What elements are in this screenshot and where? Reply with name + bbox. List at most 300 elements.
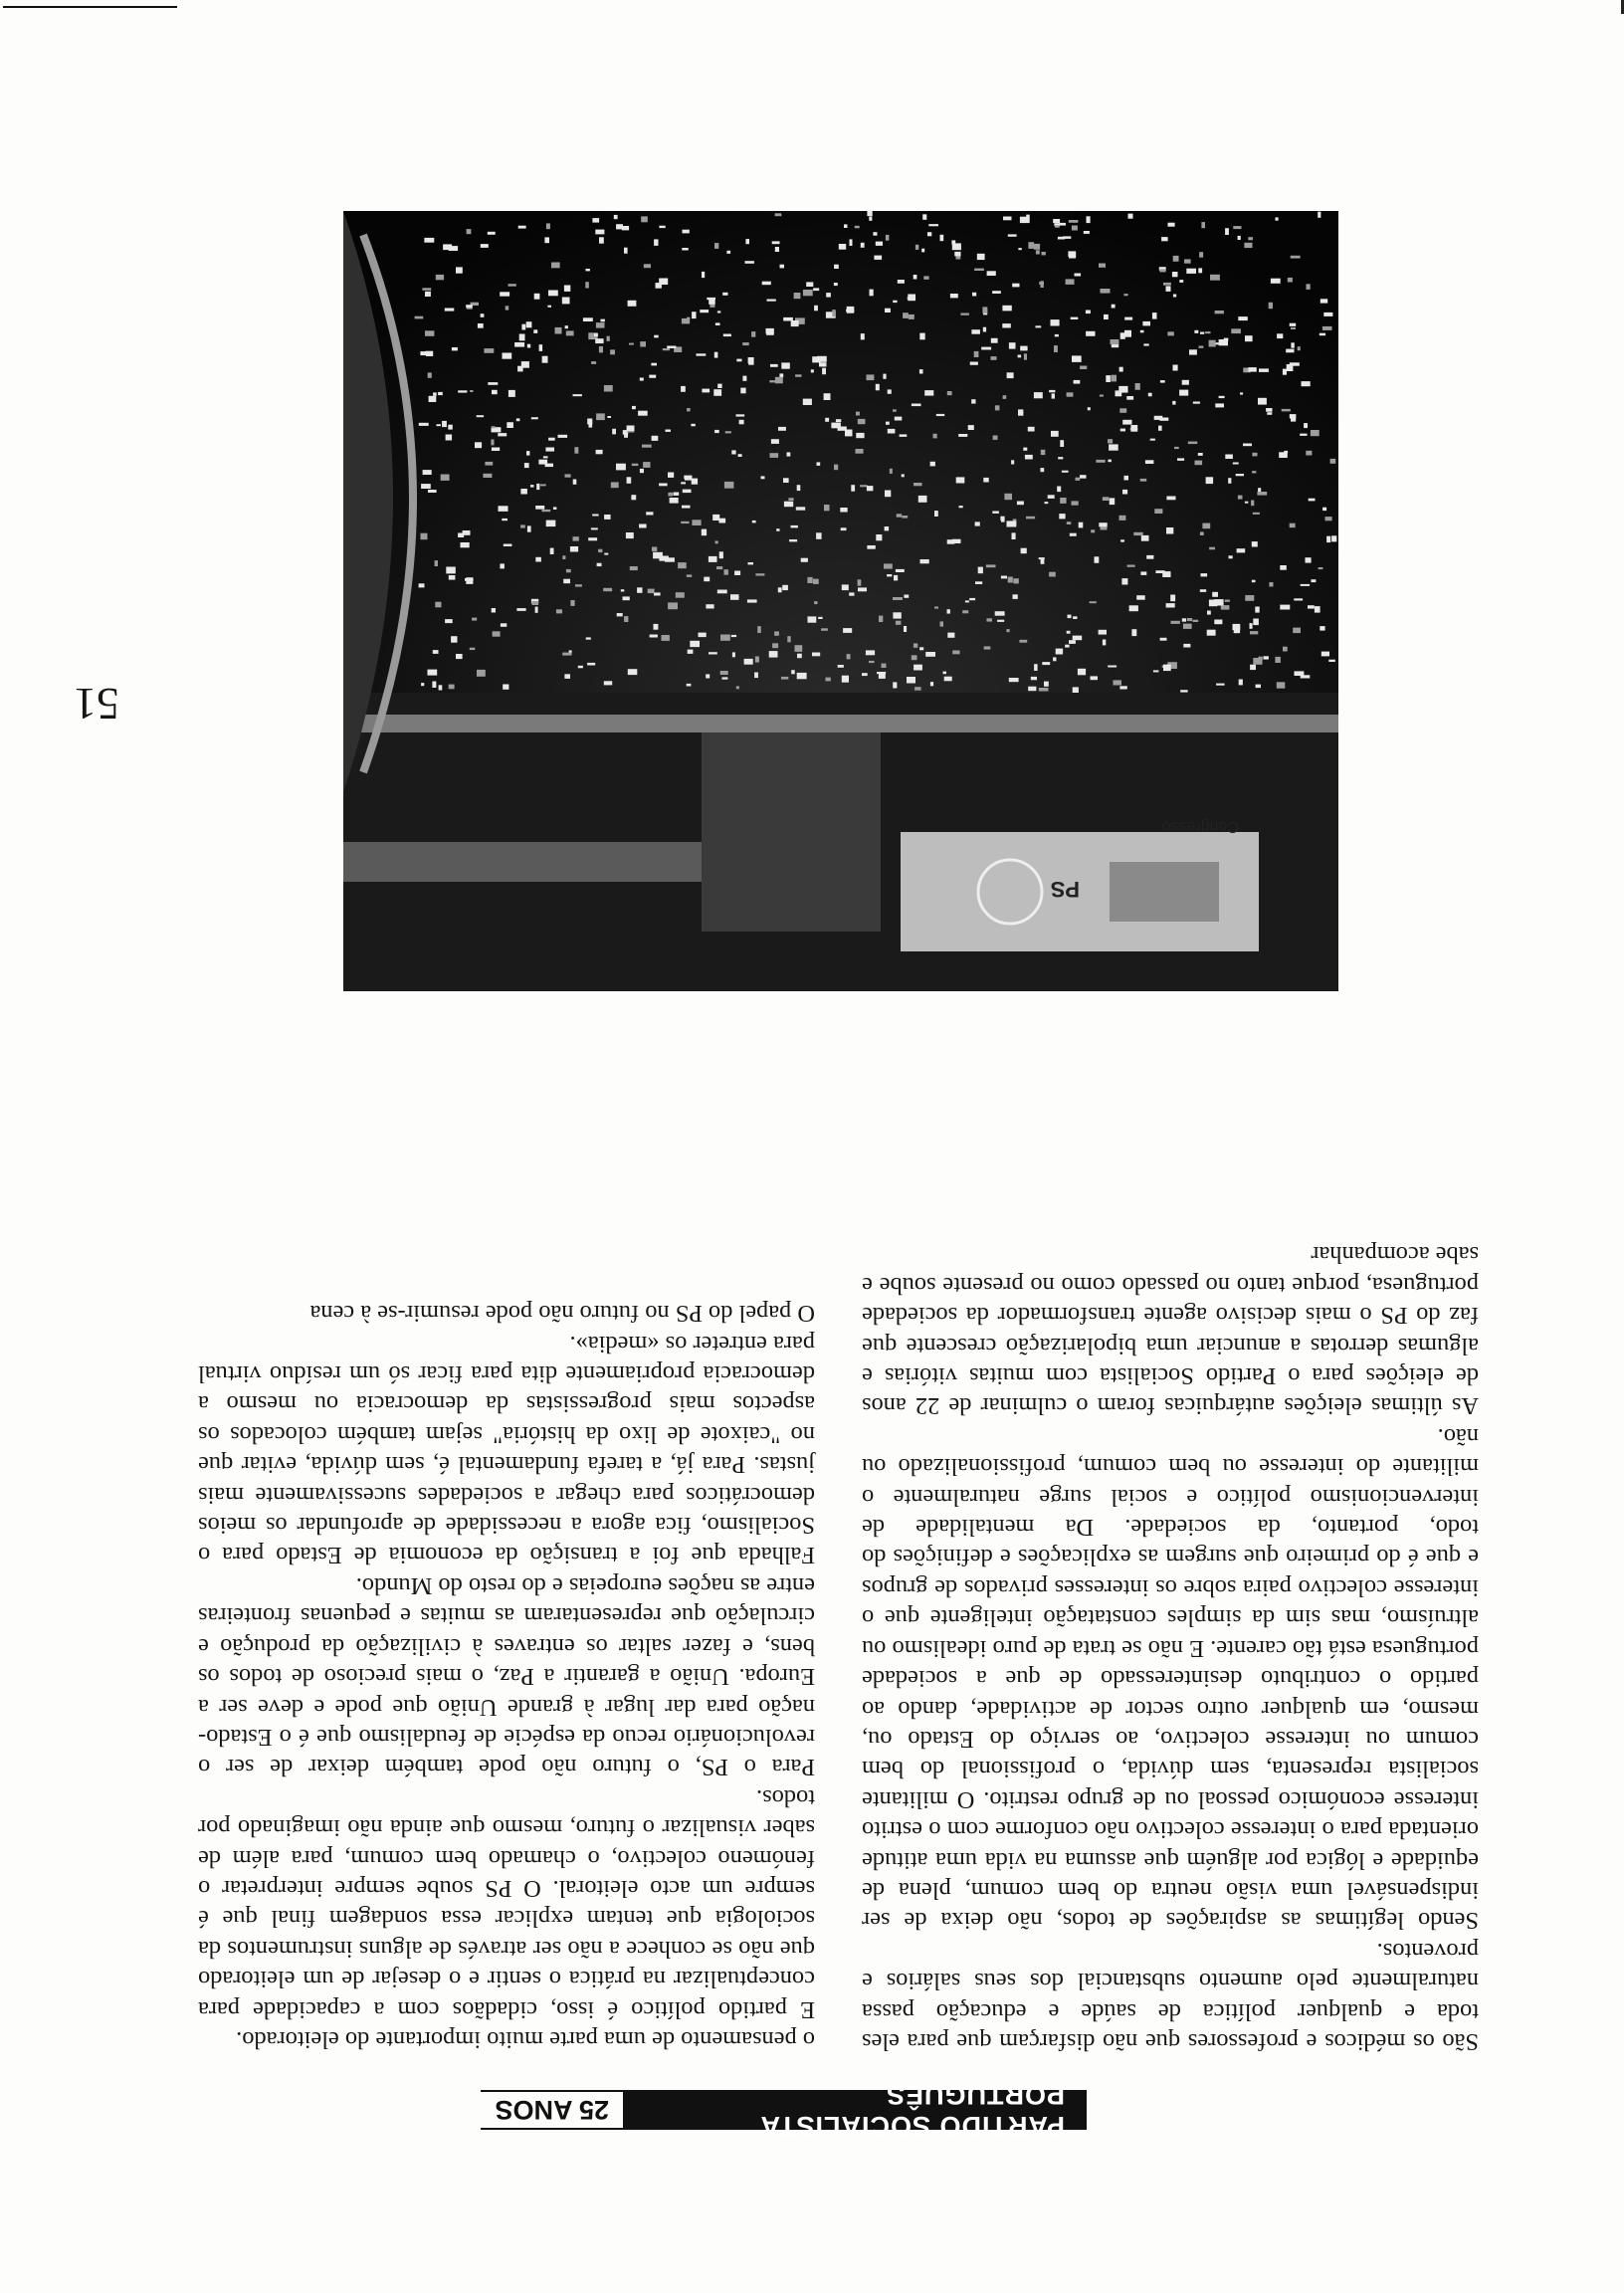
audience-fleck [639,524,647,528]
audience-fleck [888,389,892,393]
audience-fleck [873,232,877,236]
audience-fleck [425,292,431,297]
audience-fleck [599,346,603,353]
audience-fleck [1291,256,1301,259]
audience-fleck [742,342,749,345]
audience-fleck [1110,498,1116,505]
audience-fleck [488,232,496,235]
audience-fleck [589,423,593,428]
audience-fleck [595,338,603,343]
audience-fleck [1141,535,1149,541]
audience-fleck [748,562,754,564]
audience-fleck [832,310,836,316]
audience-fleck [1071,317,1079,319]
audience-fleck [438,392,443,395]
audience-fleck [787,452,791,456]
audience-fleck [422,288,431,291]
audience-fleck [977,254,985,260]
audience-fleck [566,569,571,572]
audience-fleck [825,418,829,422]
audience-fleck [739,420,744,425]
stage-logo-block [1110,862,1219,922]
audience-fleck [610,349,615,354]
audience-fleck [697,353,707,355]
audience-fleck [1051,319,1060,325]
audience-fleck [1173,256,1179,262]
audience-fleck [1128,214,1133,219]
audience-fleck [1067,631,1071,634]
audience-fleck [816,532,822,539]
audience-fleck [521,361,529,368]
audience-fleck [1091,529,1095,532]
audience-fleck [1229,555,1233,558]
audience-fleck [717,590,727,594]
audience-fleck [530,485,534,488]
audience-fleck [817,462,821,466]
audience-fleck [738,454,742,457]
audience-fleck [855,226,860,229]
audience-fleck [654,335,659,338]
audience-fleck [678,562,687,568]
audience-fleck [869,217,872,221]
page-header [481,2080,1087,2141]
audience-fleck [803,290,813,296]
audience-fleck [1160,638,1167,641]
audience-fleck [971,399,975,403]
audience-fleck [1120,429,1125,432]
audience-fleck [433,392,437,395]
audience-fleck [1078,669,1086,676]
audience-fleck [811,369,814,372]
audience-fleck [995,611,1005,616]
audience-fleck [902,516,908,519]
audience-fleck [681,482,686,484]
audience-fleck [1127,565,1135,567]
audience-fleck [1111,339,1119,344]
audience-fleck [1076,478,1081,481]
audience-fleck [940,235,944,241]
audience-fleck [1320,626,1324,631]
audience-fleck [1180,690,1187,692]
page-number: 51 [74,679,119,730]
audience-fleck [1119,367,1123,372]
audience-fleck [717,384,721,388]
audience-fleck [542,356,548,363]
audience-fleck [904,595,909,598]
audience-fleck [1034,392,1043,398]
audience-fleck [644,264,651,268]
audience-fleck [1104,314,1109,319]
audience-fleck [1250,631,1258,634]
audience-fleck [1084,231,1090,234]
audience-fleck [1293,628,1301,634]
audience-fleck [842,584,849,590]
audience-fleck [503,685,508,690]
audience-fleck [982,307,987,313]
audience-fleck [626,532,634,538]
audience-fleck [1159,418,1168,421]
audience-fleck [570,546,578,552]
congress-hall-photo-icon [343,211,1338,991]
audience-fleck [877,672,886,674]
audience-fleck [1060,440,1064,447]
audience-fleck [442,421,447,427]
audience-fleck [1088,407,1091,410]
audience-fleck [1221,605,1230,610]
audience-fleck [1122,420,1131,425]
audience-fleck [654,239,658,246]
audience-fleck [1304,423,1308,428]
audience-fleck [1036,250,1040,254]
audience-fleck [1041,558,1045,563]
audience-fleck [1162,571,1170,577]
audience-fleck [502,519,508,521]
audience-fleck [439,685,443,690]
audience-fleck [776,528,779,531]
audience-fleck [1280,605,1290,610]
audience-fleck [1018,355,1022,358]
audience-fleck [1042,662,1050,665]
audience-fleck [1072,501,1079,505]
audience-fleck [616,464,626,471]
audience-fleck [1075,274,1082,277]
audience-fleck [782,585,788,590]
audience-fleck [1251,501,1254,507]
audience-fleck [821,628,828,631]
audience-fleck [781,362,790,368]
audience-fleck [1140,330,1144,333]
audience-fleck [436,275,444,280]
audience-fleck [962,610,968,613]
stage-text: PS [1050,877,1080,902]
audience-fleck [870,290,874,297]
audience-fleck [654,624,659,630]
audience-fleck [1013,594,1018,599]
audience-fleck [709,652,717,654]
audience-fleck [720,671,728,675]
audience-fleck [586,637,591,639]
audience-fleck [1225,455,1233,460]
audience-fleck [1122,490,1127,495]
audience-fleck [1179,280,1183,283]
audience-fleck [648,589,655,594]
audience-fleck [421,533,428,540]
audience-fleck [1166,603,1175,607]
audience-fleck [968,425,974,430]
audience-fleck [856,449,864,454]
audience-fleck [1068,615,1072,619]
audience-fleck [844,224,848,228]
audience-fleck [745,261,754,264]
audience-fleck [1063,236,1071,239]
audience-fleck [797,673,807,679]
audience-fleck [908,295,915,302]
audience-fleck [850,239,853,246]
audience-fleck [936,414,944,416]
audience-fleck [784,502,793,508]
audience-fleck [1302,381,1311,386]
audience-fleck [1291,418,1296,421]
audience-fleck [499,506,508,512]
audience-fleck [707,298,715,300]
audience-fleck [720,635,730,641]
audience-fleck [747,599,757,602]
audience-fleck [1070,533,1077,536]
audience-fleck [458,390,467,392]
audience-fleck [692,312,696,318]
audience-fleck [787,636,790,642]
audience-fleck [730,594,739,600]
audience-fleck [1239,680,1243,686]
audience-fleck [778,427,786,431]
audience-fleck [839,244,846,250]
audience-fleck [690,641,700,647]
audience-fleck [670,498,679,504]
audience-fleck [986,564,996,567]
audience-fleck [794,293,801,299]
audience-fleck [882,664,887,668]
audience-fleck [1166,497,1175,501]
audience-fleck [791,670,795,674]
audience-fleck [1041,450,1046,455]
audience-fleck [714,352,718,358]
audience-fleck [535,557,541,562]
audience-fleck [466,577,473,584]
congress-hall-photo [343,211,1338,991]
audience-fleck [526,451,529,456]
audience-fleck [1068,251,1076,257]
audience-fleck [907,677,915,684]
audience-fleck [470,648,476,650]
audience-fleck [432,682,436,689]
audience-fleck [706,604,713,608]
audience-fleck [934,607,938,609]
audience-fleck [770,453,779,458]
audience-fleck [796,507,805,510]
audience-fleck [1041,468,1045,472]
audience-fleck [751,331,755,337]
stage-text: Congresso [1161,818,1239,835]
audience-fleck [1252,453,1257,457]
audience-fleck [947,633,954,638]
audience-fleck [583,317,593,321]
audience-fleck [1290,523,1296,528]
audience-fleck [898,280,905,284]
audience-fleck [1234,628,1240,633]
audience-fleck [588,537,597,540]
audience-fleck [1168,223,1175,227]
audience-fleck [1224,338,1229,341]
audience-fleck [621,589,625,591]
audience-fleck [570,600,574,606]
audience-fleck [900,434,908,437]
audience-fleck [722,293,727,296]
audience-fleck [518,226,526,229]
audience-fleck [867,486,874,491]
audience-fleck [991,338,998,343]
audience-fleck [548,438,555,441]
audience-fleck [769,380,777,382]
audience-fleck [867,545,875,549]
audience-fleck [681,521,689,523]
audience-fleck [500,292,509,296]
audience-fleck [1193,620,1199,622]
audience-fleck [791,525,798,528]
audience-fleck [508,390,515,397]
audience-fleck [1163,283,1171,286]
audience-fleck [637,587,642,593]
audience-fleck [921,249,924,253]
audience-fleck [731,635,736,637]
audience-fleck [1188,442,1198,445]
audience-fleck [714,430,719,433]
audience-fleck [812,653,820,657]
audience-fleck [1331,535,1336,541]
audience-fleck [674,493,680,496]
audience-fleck [425,330,434,336]
audience-fleck [1001,519,1005,522]
audience-fleck [715,322,720,325]
audience-fleck [520,524,525,527]
audience-fleck [846,310,854,312]
audience-fleck [1167,331,1173,335]
audience-fleck [596,413,605,420]
audience-fleck [604,681,612,685]
audience-fleck [1124,330,1131,337]
audience-fleck [1095,556,1100,563]
audience-fleck [1298,346,1301,350]
audience-fleck [1194,330,1198,333]
audience-fleck [526,321,532,327]
audience-fleck [1280,565,1287,570]
audience-fleck [470,390,473,392]
audience-fleck [824,393,831,400]
audience-fleck [995,405,1000,410]
audience-fleck [813,579,819,584]
audience-fleck [1146,555,1153,559]
audience-fleck [617,613,623,616]
audience-fleck [594,333,598,336]
audience-fleck [879,616,883,622]
audience-fleck [755,657,759,663]
audience-fleck [772,643,778,648]
audience-fleck [1225,228,1229,235]
audience-fleck [596,450,603,454]
audience-fleck [546,223,550,229]
audience-fleck [1266,408,1272,412]
audience-fleck [1018,248,1021,250]
audience-fleck [874,256,882,260]
audience-fleck [1006,629,1009,632]
audience-fleck [923,276,928,279]
audience-fleck [740,388,745,394]
audience-fleck [1256,685,1261,689]
audience-fleck [1195,461,1203,466]
audience-fleck [1009,342,1016,348]
audience-fleck [628,301,637,307]
audience-fleck [687,317,690,319]
audience-fleck [611,482,619,488]
audience-fleck [591,527,598,529]
header-title: PARTIDO SOCIALISTA PORTUGUÊS [623,2090,1087,2130]
audience-fleck [1096,460,1105,463]
audience-fleck [534,294,540,300]
audience-fleck [928,224,938,226]
audience-fleck [1055,334,1059,337]
audience-fleck [601,319,605,322]
audience-fleck [1295,671,1305,676]
audience-fleck [947,609,950,613]
audience-fleck [914,483,922,486]
audience-fleck [761,476,765,479]
audience-fleck [1039,688,1049,692]
audience-fleck [545,448,554,452]
audience-fleck [1119,686,1126,689]
audience-fleck [1023,448,1027,451]
audience-fleck [861,333,865,339]
audience-fleck [429,396,437,402]
audience-fleck [1048,495,1055,499]
audience-fleck [1049,572,1056,577]
audience-fleck [683,490,692,494]
audience-fleck [1009,678,1019,682]
audience-fleck [919,647,923,650]
audience-fleck [791,320,799,326]
audience-fleck [682,248,688,251]
audience-fleck [540,484,546,486]
audience-fleck [1288,278,1293,283]
audience-fleck [437,424,441,426]
audience-fleck [778,587,782,592]
audience-fleck [654,592,661,595]
audience-fleck [952,651,959,655]
audience-fleck [1271,279,1281,284]
audience-fleck [915,245,918,250]
audience-fleck [1103,497,1110,501]
audience-fleck [624,434,628,438]
paragraph: Falhada que foi a transição da economia de Estado para o Socialismo, fica agora a necessidade de aprofundar os meios democráticos para chegar a sociedades sucessivamente mais justas. Para já, a tarefa fundamental é, sem dúvida, evitar que no "caixote de lixo da história" sejam também colocados os aspectos mais progressistas da democracia ou mesmo a democracia propriamente dita para ficar só um resíduo virtual para entreter os «media». [198,1330,815,1569]
audience-fleck [659,226,665,228]
audience-fleck [643,462,650,468]
audience-fleck [767,300,776,302]
audience-fleck [1286,349,1294,353]
audience-fleck [893,301,897,303]
audience-fleck [1330,459,1336,464]
audience-fleck [556,609,562,613]
audience-fleck [1252,541,1258,546]
audience-fleck [1002,323,1011,327]
audience-fleck [736,414,745,416]
audience-fleck [1207,630,1216,636]
audience-fleck [1066,279,1075,285]
audience-fleck [909,314,914,319]
audience-fleck [912,404,921,407]
audience-fleck [1238,496,1243,500]
audience-fleck [1214,599,1224,605]
audience-fleck [1264,656,1269,659]
audience-fleck [1198,453,1203,456]
audience-fleck [424,238,434,243]
audience-fleck [1008,577,1013,583]
audience-fleck [1121,578,1127,584]
audience-fleck [1277,333,1283,338]
audience-fleck [1205,331,1210,333]
audience-fleck [960,313,969,315]
audience-fleck [856,412,860,416]
audience-fleck [834,465,838,471]
audience-fleck [1120,539,1124,541]
audience-fleck [896,621,902,625]
